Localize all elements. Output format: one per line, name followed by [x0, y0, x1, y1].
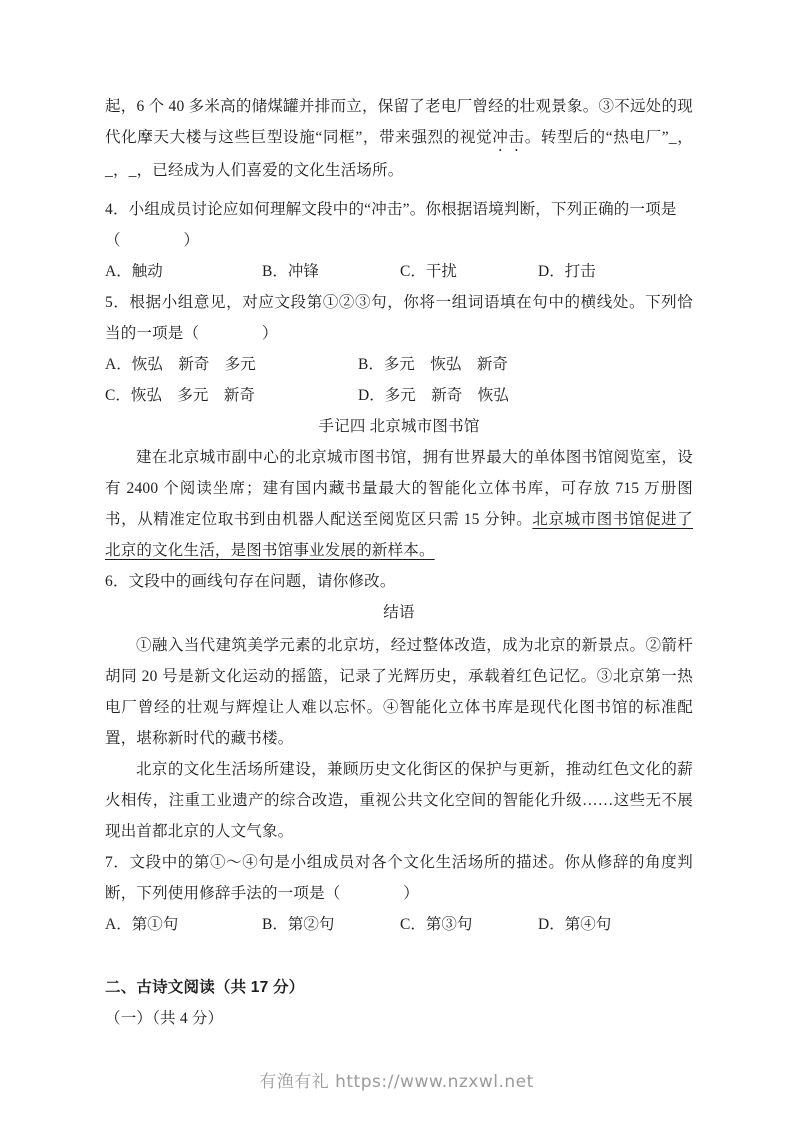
option-c: C．第③句 [400, 916, 473, 933]
note4-heading: 手记四 北京城市图书馆 [318, 418, 480, 435]
note4-paragraph [105, 442, 693, 566]
intro-text-before: 起，6 个 40 多米高的储煤罐并排而立，保留了老电厂曾经的壮观景象。③不远处的现代化摩天大楼与这些巨型设施“同框”，带来强烈的视觉 [105, 98, 693, 146]
option-a: A．第①句 [105, 916, 179, 933]
emphasized-term: 冲击 [492, 129, 525, 146]
option-c: C．恢弘 多元 新奇 [105, 387, 255, 404]
option-b: B．冲锋 [262, 263, 319, 280]
note4-body-text: 建在北京城市副中心的北京城市图书馆，拥有世界最大的单体图书馆阅览室，设有 2400 个阅读坐席；建有国内藏书量最大的智能化立体书库，可存放 715 万册图书，从精准定位取书到由机器人配送至阅览区只需 15 分钟。 [105, 449, 693, 528]
conclusion-paragraph-1: ①融入当代建筑美学元素的北京坊，经过整体改造，成为北京的新景点。②箭杆胡同 20 号是新文化运动的摇篮，记录了光辉历史，承载着红色记忆。③北京第一热电厂曾经的壮观与辉煌让人难以忘怀。④智能化立体书库是现代化图书馆的标准配置，堪称新时代的藏书楼。 [105, 637, 693, 747]
section-2-heading: 二、古诗文阅读（共 17 分） [105, 979, 305, 996]
conclusion-heading: 结语 [383, 604, 415, 621]
question-4-answer-bracket: （ ） [105, 232, 200, 249]
question-7-options [105, 909, 693, 940]
question-4-options [105, 256, 693, 287]
question-5-text: 5．根据小组意见，对应文段第①②③句，你将一组词语填在句中的横线处。下列恰当的一项是（ ） [105, 294, 693, 342]
footer-watermark: 有渔有礼 https://www.nzxwl.net [259, 1072, 534, 1092]
conclusion-paragraph-2: 北京的文化生活场所建设，兼顾历史文化街区的保护与更新，推动红色文化的薪火相传，注重工业遗产的综合改造，重视公共文化空间的智能化升级……这些无不展现出首都北京的人文气象。 [105, 761, 693, 840]
intro-paragraph [105, 91, 693, 186]
intro-text-after: 。转型后的“热电厂”_，_，_，已经成为人们喜爱的文化生活场所。 [105, 129, 693, 179]
option-d: D．第④句 [538, 916, 612, 933]
option-b: B．多元 恢弘 新奇 [358, 356, 508, 373]
question-5-options-row-2 [105, 380, 693, 411]
underlined-sentence: 北京城市图书馆促进了北京的文化生活，是图书馆事业发展的新样本。 [105, 511, 693, 559]
section-2-subheading: （一）（共 4 分） [105, 1010, 224, 1027]
question-7-text: 7．文段中的第①～④句是小组成员对各个文化生活场所的描述。你从修辞的角度判断，下列使用修辞手法的一项是（ ） [105, 854, 693, 902]
option-c: C．干扰 [400, 263, 457, 280]
option-a: A．恢弘 新奇 多元 [105, 356, 256, 373]
option-d: D．多元 新奇 恢弘 [358, 387, 509, 404]
option-b: B．第②句 [262, 916, 335, 933]
question-6-text: 6．文段中的画线句存在问题，请你修改。 [105, 573, 396, 590]
question-5-options-row-1 [105, 349, 693, 380]
question-4-text: 4．小组成员讨论应如何理解文段中的“冲击”。你根据语境判断，下列正确的一项是 [105, 201, 677, 218]
option-a: A．触动 [105, 263, 163, 280]
option-d: D．打击 [538, 263, 596, 280]
